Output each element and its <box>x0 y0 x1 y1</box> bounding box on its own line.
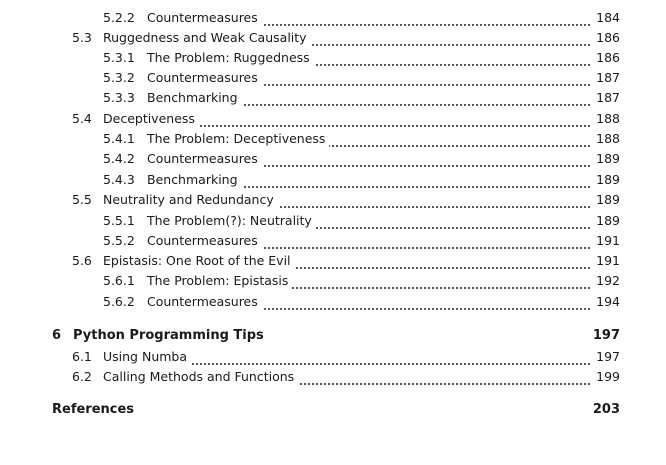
toc-entry-number: 5.4.2 <box>103 149 139 169</box>
toc-entry-number: 5.5.2 <box>103 231 139 251</box>
toc-entry[interactable] <box>0 109 666 129</box>
toc-entry-title[interactable]: The Problem: Epistasis <box>147 271 292 291</box>
toc-entry-page[interactable]: 199 <box>592 367 620 387</box>
toc-entry-title[interactable]: Calling Methods and Functions <box>103 367 298 387</box>
toc-entry[interactable] <box>0 149 666 169</box>
toc-entry[interactable] <box>0 251 666 271</box>
toc-entry-page[interactable]: 189 <box>592 149 620 169</box>
toc-entry-number: 5.3.1 <box>103 48 139 68</box>
toc-entry-title[interactable]: Countermeasures <box>147 292 262 312</box>
toc-entry-page[interactable]: 186 <box>592 28 620 48</box>
toc-entry-title[interactable]: The Problem: Deceptiveness <box>147 129 329 149</box>
toc-entry[interactable] <box>0 367 666 387</box>
toc-entry-title[interactable]: Ruggedness and Weak Causality <box>103 28 311 48</box>
toc-entry-page[interactable]: 186 <box>592 48 620 68</box>
toc-entry-number: 5.2.2 <box>103 8 139 28</box>
toc-entry-title[interactable]: Countermeasures <box>147 231 262 251</box>
toc-entry-page[interactable]: 188 <box>592 129 620 149</box>
toc-entry[interactable] <box>0 211 666 231</box>
toc-entry-page[interactable]: 189 <box>592 211 620 231</box>
toc-entry-number: 5.6 <box>72 251 96 271</box>
toc-entry-number: 5.5 <box>72 190 96 210</box>
toc-entry-title[interactable]: Neutrality and Redundancy <box>103 190 278 210</box>
toc-entry-number: 5.4.3 <box>103 170 139 190</box>
toc-entry[interactable] <box>0 28 666 48</box>
toc-entry[interactable] <box>0 129 666 149</box>
references-title[interactable]: References <box>52 400 138 420</box>
toc-entry[interactable] <box>0 271 666 291</box>
toc-entry[interactable] <box>0 347 666 367</box>
toc-entry-page[interactable]: 194 <box>592 292 620 312</box>
toc-entry-page[interactable]: 187 <box>592 68 620 88</box>
toc-entry-title[interactable]: Countermeasures <box>147 149 262 169</box>
toc-entry-title[interactable]: Benchmarking <box>147 170 242 190</box>
toc-entry[interactable] <box>0 48 666 68</box>
toc-entry-number: 5.3.2 <box>103 68 139 88</box>
toc-entry-number: 6.2 <box>72 367 96 387</box>
toc-entry-page[interactable]: 192 <box>592 271 620 291</box>
references-page[interactable]: 203 <box>589 400 620 420</box>
toc-entry-title[interactable]: Deceptiveness <box>103 109 199 129</box>
toc-entry-title[interactable]: Benchmarking <box>147 88 242 108</box>
toc-entry-page[interactable]: 189 <box>592 190 620 210</box>
toc-entry-page[interactable]: 197 <box>592 347 620 367</box>
chapter-number: 6 <box>52 326 65 346</box>
toc-entry[interactable] <box>0 68 666 88</box>
toc-entry-title[interactable]: The Problem: Ruggedness <box>147 48 314 68</box>
toc-chapter[interactable] <box>0 326 666 346</box>
toc-entry-page[interactable]: 184 <box>592 8 620 28</box>
toc-entry[interactable] <box>0 292 666 312</box>
chapter-page[interactable]: 197 <box>589 326 620 346</box>
toc-entry-number: 5.4.1 <box>103 129 139 149</box>
toc-entry-title[interactable]: Using Numba <box>103 347 191 367</box>
toc-entry-number: 6.1 <box>72 347 96 367</box>
toc-entry-title[interactable]: The Problem(?): Neutrality <box>147 211 316 231</box>
toc-references[interactable] <box>0 400 666 420</box>
toc-entry-page[interactable]: 189 <box>592 170 620 190</box>
toc-entry[interactable] <box>0 190 666 210</box>
toc-entry[interactable] <box>0 8 666 28</box>
toc-entry-number: 5.6.1 <box>103 271 139 291</box>
toc-entry-number: 5.4 <box>72 109 96 129</box>
toc-entry-title[interactable]: Countermeasures <box>147 68 262 88</box>
toc-entry-number: 5.3.3 <box>103 88 139 108</box>
toc-entry-page[interactable]: 188 <box>592 109 620 129</box>
toc-entry-number: 5.6.2 <box>103 292 139 312</box>
toc-entry-number: 5.5.1 <box>103 211 139 231</box>
toc-entry-number: 5.3 <box>72 28 96 48</box>
toc-entry-page[interactable]: 187 <box>592 88 620 108</box>
toc-entry-title[interactable]: Countermeasures <box>147 8 262 28</box>
toc-entry[interactable] <box>0 88 666 108</box>
toc-entry[interactable] <box>0 231 666 251</box>
toc-entry-page[interactable]: 191 <box>592 231 620 251</box>
chapter-title[interactable]: Python Programming Tips <box>73 326 268 346</box>
toc-entry[interactable] <box>0 170 666 190</box>
toc-entry-title[interactable]: Epistasis: One Root of the Evil <box>103 251 295 271</box>
toc-entry-page[interactable]: 191 <box>592 251 620 271</box>
